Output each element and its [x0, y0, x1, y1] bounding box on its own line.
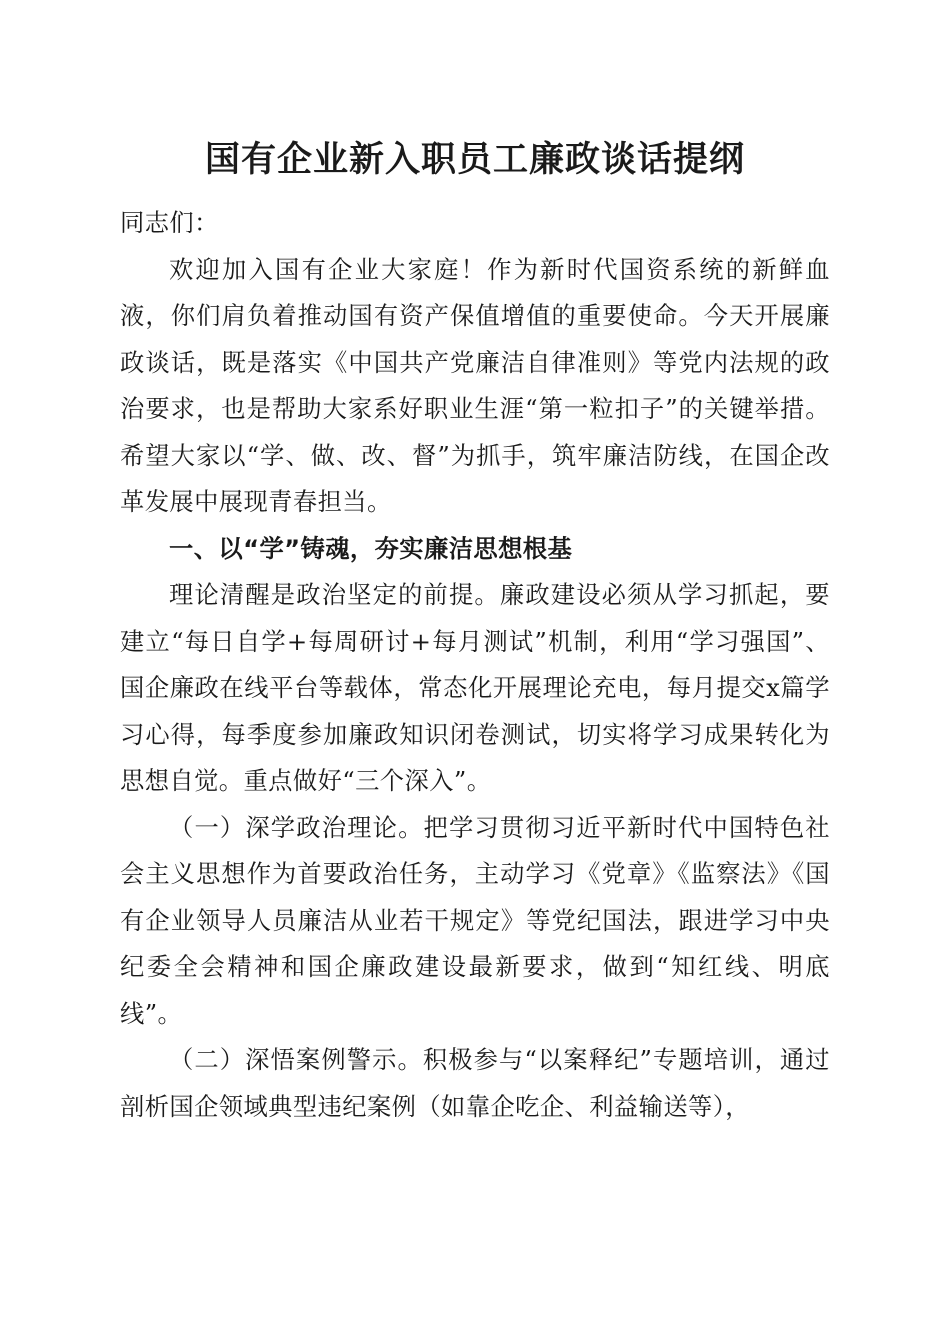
subsection-2-paragraph: （二）深悟案例警示。积极参与“以案释纪”专题培训，通过剖析国企领域典型违纪案例（如靠企吃企、利益输送等）， [120, 1045, 830, 1121]
subsection-1-paragraph: （一）深学政治理论。把学习贯彻习近平新时代中国特色社会主义思想作为首要政治任务，主动学习《党章》《监察法》《国有企业领导人员廉洁从业若干规定》等党纪国法，跟进学习中央纪委全会精神和国企廉政建设最新要求，做到“知红线、明底线”。 [120, 812, 830, 1028]
document-title: 国有企业新入职员工廉政谈话提纲 [204, 140, 745, 180]
section-1-paragraph: 理论清醒是政治坚定的前提。廉政建设必须从学习抓起，要建立“每日自学+每周研讨+每月测试”机制，利用“学习强国”、国企廉政在线平台等载体，常态化开展理论充电，每月提交x篇学习心得，每季度参加廉政知识闭卷测试，切实将学习成果转化为思想自觉。重点做好“三个深入”。 [120, 580, 830, 795]
greeting-line: 同志们： [120, 208, 219, 237]
section-heading-1: 一、以“学”铸魂，夯实廉洁思想根基 [169, 533, 573, 563]
intro-paragraph: 欢迎加入国有企业大家庭！作为新时代国资系统的新鲜血液，你们肩负着推动国有资产保值增值的重要使命。今天开展廉政谈话，既是落实《中国共产党廉洁自律准则》等党内法规的政治要求，也是帮助大家系好职业生涯“第一粒扣子”的关键举措。希望大家以“学、做、改、督”为抓手，筑牢廉洁防线，在国企改革发展中展现青春担当。 [120, 254, 830, 516]
document-body [120, 200, 830, 1130]
